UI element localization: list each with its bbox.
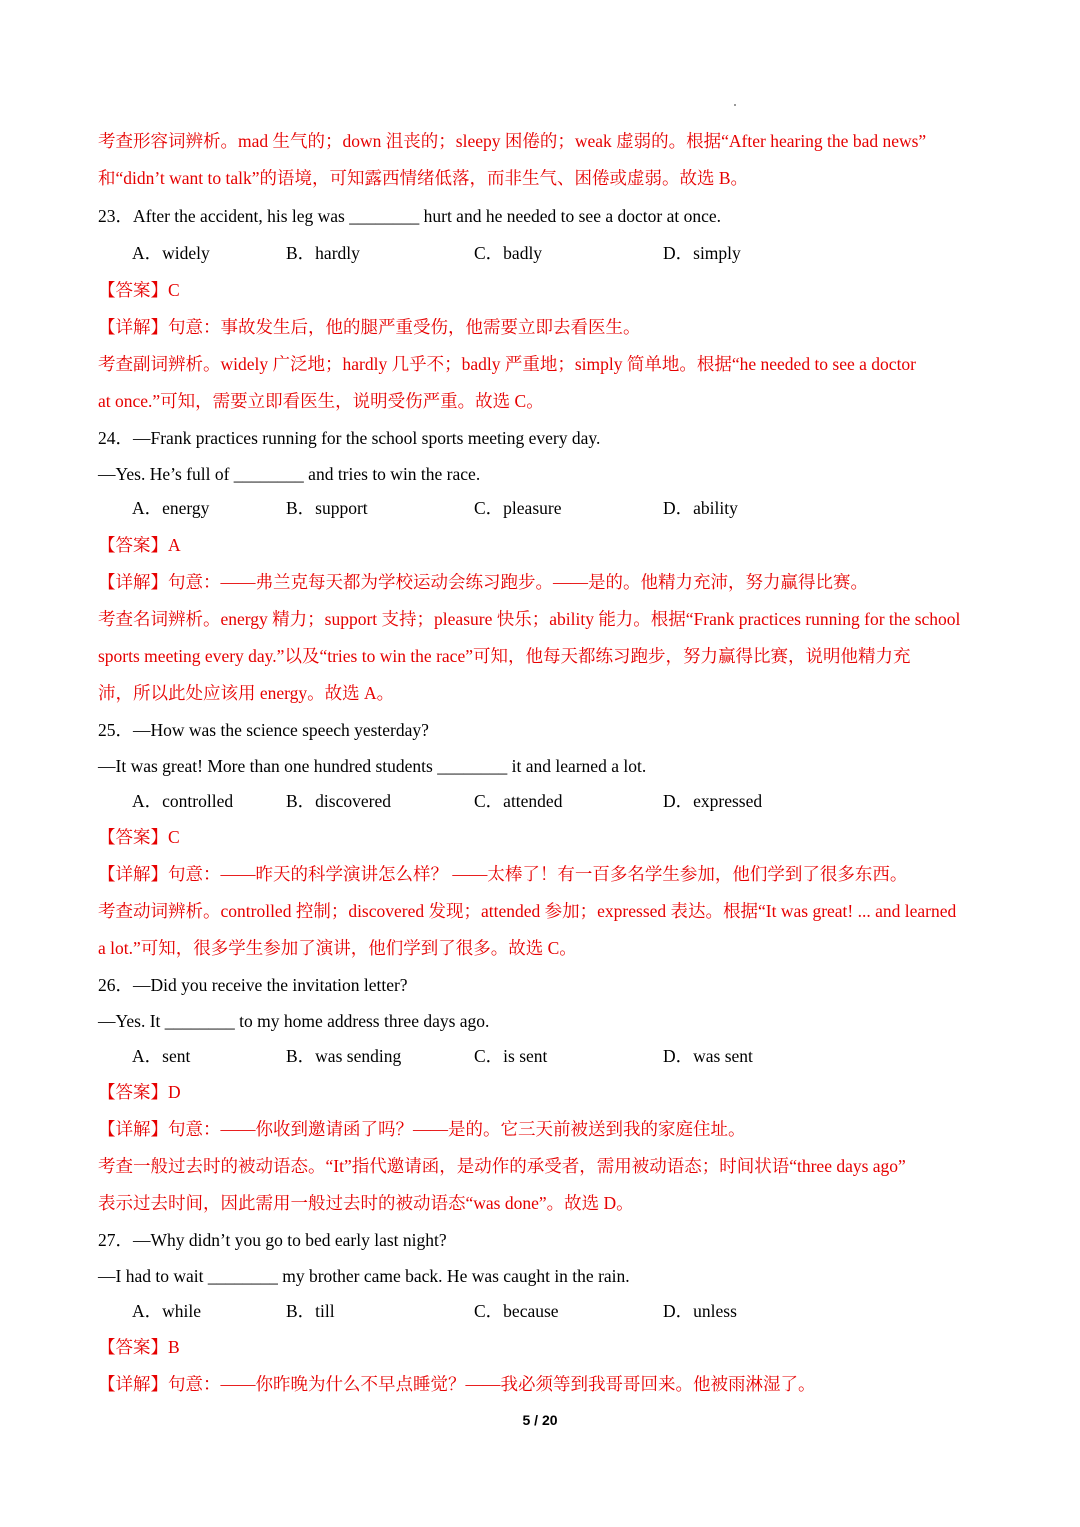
option-c: C．pleasure — [474, 498, 562, 518]
option-a: A．sent — [132, 1046, 191, 1066]
explanation-line: 考查动词辨析。controlled 控制；discovered 发现；attended 参加；expressed 表达。根据“It was great! ... and learned — [98, 901, 957, 921]
answer-25: 【答案】C — [98, 827, 180, 847]
answer-27: 【答案】B — [98, 1337, 180, 1357]
explanation-line: 沛，所以此处应该用 energy。故选 A。 — [98, 683, 395, 703]
question-27-reply: —I had to wait ________ my brother came back. He was caught in the rain. — [98, 1266, 630, 1286]
option-b: B．was sending — [286, 1046, 402, 1066]
option-a: A．while — [132, 1301, 202, 1321]
option-d: D．unless — [663, 1301, 737, 1321]
explanation-line: at once.”可知，需要立即看医生，说明受伤严重。故选 C。 — [98, 391, 544, 411]
question-24-reply: —Yes. He’s full of ________ and tries to win the race. — [98, 464, 481, 484]
option-c: C．because — [474, 1301, 559, 1321]
question-25-reply: —It was great! More than one hundred students ________ it and learned a lot. — [98, 756, 647, 776]
question-27: 27．—Why didn’t you go to bed early last night? — [98, 1230, 447, 1250]
option-b: B．hardly — [286, 243, 360, 263]
question-24: 24．—Frank practices running for the school sports meeting every day. — [98, 428, 601, 448]
explanation-line: 考查一般过去时的被动语态。“It”指代邀请函，是动作的承受者，需用被动语态；时间状语“three days ago” — [98, 1156, 906, 1176]
option-a: A．widely — [132, 243, 210, 263]
answer-26: 【答案】D — [98, 1082, 181, 1102]
detail-27: 【详解】句意：——你昨晚为什么不早点睡觉？——我必须等到我哥哥回来。他被雨淋湿了。 — [98, 1374, 816, 1394]
option-b: B．discovered — [286, 791, 391, 811]
explanation-line: sports meeting every day.”以及“tries to win the race”可知，他每天都练习跑步，努力赢得比赛，说明他精力充 — [98, 646, 911, 666]
page-speck — [734, 104, 736, 106]
page-number: 5 / 20 — [522, 1412, 558, 1428]
option-a: A．energy — [132, 498, 210, 518]
option-d: D．expressed — [663, 791, 763, 811]
answer-24: 【答案】A — [98, 535, 181, 555]
explanation-line: 考查副词辨析。widely 广泛地；hardly 几乎不；badly 严重地；simply 简单地。根据“he needed to see a doctor — [98, 354, 917, 374]
question-26-reply: —Yes. It ________ to my home address three days ago. — [98, 1011, 490, 1031]
option-d: D．simply — [663, 243, 741, 263]
question-26: 26．—Did you receive the invitation letter? — [98, 975, 408, 995]
option-b: B．support — [286, 498, 368, 518]
detail-23: 【详解】句意：事故发生后，他的腿严重受伤，他需要立即去看医生。 — [98, 317, 641, 337]
explanation-line: 考查形容词辨析。mad 生气的；down 沮丧的；sleepy 困倦的；weak 虚弱的。根据“After hearing the bad news” — [98, 131, 927, 151]
answer-23: 【答案】C — [98, 280, 180, 300]
question-23: 23．After the accident, his leg was ________ hurt and he needed to see a doctor at once. — [98, 206, 721, 226]
detail-26: 【详解】句意：——你收到邀请函了吗？——是的。它三天前被送到我的家庭住址。 — [98, 1119, 746, 1139]
explanation-line: a lot.”可知，很多学生参加了演讲，他们学到了很多。故选 C。 — [98, 938, 577, 958]
detail-25: 【详解】句意：——昨天的科学演讲怎么样？ ——太棒了！有一百多名学生参加，他们学到了很多东西。 — [98, 864, 908, 884]
explanation-line: 和“didn’t want to talk”的语境，可知露西情绪低落，而非生气、困倦或虚弱。故选 B。 — [98, 168, 749, 188]
option-d: D．was sent — [663, 1046, 753, 1066]
question-25: 25．—How was the science speech yesterday? — [98, 720, 429, 740]
option-c: C．attended — [474, 791, 563, 811]
detail-24: 【详解】句意：——弗兰克每天都为学校运动会练习跑步。——是的。他精力充沛，努力赢得比赛。 — [98, 572, 868, 592]
option-d: D．ability — [663, 498, 738, 518]
option-b: B．till — [286, 1301, 335, 1321]
option-c: C．badly — [474, 243, 543, 263]
explanation-line: 表示过去时间，因此需用一般过去时的被动语态“was done”。故选 D。 — [98, 1193, 634, 1213]
option-a: A．controlled — [132, 791, 234, 811]
option-c: C．is sent — [474, 1046, 548, 1066]
explanation-line: 考查名词辨析。energy 精力；support 支持；pleasure 快乐；ability 能力。根据“Frank practices running for the school — [98, 609, 961, 629]
